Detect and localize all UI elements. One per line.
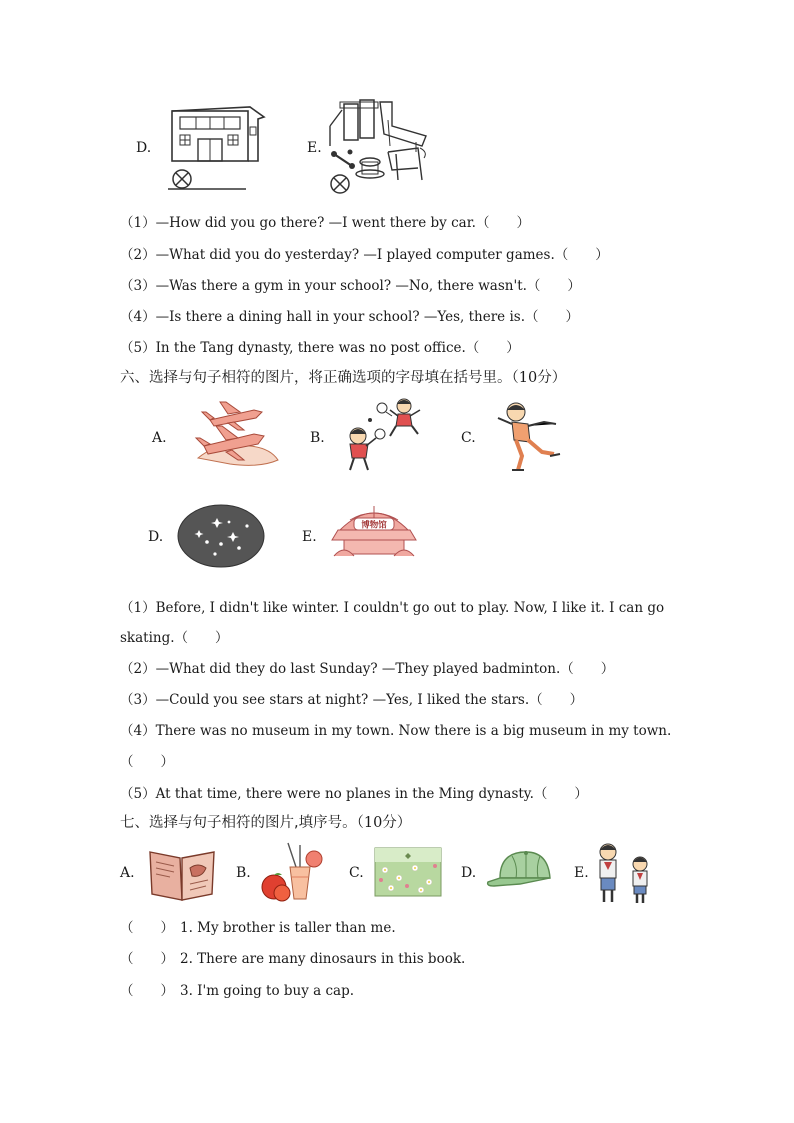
section6-option-b-letter: B. xyxy=(310,430,325,446)
book-icon xyxy=(146,844,218,904)
option-letter-e-top: E. xyxy=(307,140,322,156)
night-sky-stars-icon xyxy=(177,504,265,568)
section6-item-1: （1）Before, I didn't like winter. I couldn't go out to play. Now, I like it. I can go xyxy=(120,600,665,616)
section6-heading: 六、选择与句子相符的图片，将正确选项的字母填在括号里。（10分） xyxy=(120,370,567,386)
cap-icon xyxy=(486,848,556,892)
section7-item-3: （ ） 3. I'm going to buy a cap. xyxy=(120,983,355,999)
section6-item-1-continued: skating.（ ） xyxy=(120,630,229,646)
section7-heading: 七、选择与句子相符的图片,填序号。（10分） xyxy=(120,815,412,831)
two-boys-icon xyxy=(592,840,658,906)
section6-option-a-letter: A. xyxy=(152,430,167,446)
flower-garden-icon xyxy=(375,848,441,896)
section7-option-d-letter: D. xyxy=(461,865,477,881)
museum-building-icon xyxy=(330,500,418,568)
juice-fruit-icon xyxy=(260,841,326,903)
section7-item-1: （ ） 1. My brother is taller than me. xyxy=(120,920,396,936)
section7-option-b-letter: B. xyxy=(236,865,251,881)
badminton-players-icon xyxy=(340,396,424,472)
section7-option-e-letter: E. xyxy=(574,865,589,881)
gym-equipment-icon xyxy=(326,96,432,198)
section5-item-3: （3）—Was there a gym in your school? —No, there wasn't.（ ） xyxy=(120,278,581,294)
section5-item-4: （4）—Is there a dining hall in your school? —Yes, there is.（ ） xyxy=(120,309,579,325)
section6-item-5: （5）At that time, there were no planes in the Ming dynasty.（ ） xyxy=(120,786,588,802)
skating-boy-icon xyxy=(494,398,566,474)
section6-item-4-continued: （ ） xyxy=(120,754,174,770)
section6-option-d-letter: D. xyxy=(148,529,164,545)
museum-sign-text: 博物馆 xyxy=(361,520,387,531)
section7-item-2: （ ） 2. There are many dinosaurs in this book. xyxy=(120,951,466,967)
option-letter-d-top: D. xyxy=(136,140,152,156)
section6-item-4: （4）There was no museum in my town. Now there is a big museum in my town. xyxy=(120,723,672,739)
airplanes-icon xyxy=(190,398,280,472)
post-office-building-icon xyxy=(166,103,268,193)
section6-option-c-letter: C. xyxy=(461,430,476,446)
section6-item-3: （3）—Could you see stars at night? —Yes, I liked the stars.（ ） xyxy=(120,692,584,708)
section5-item-1: （1）—How did you go there? —I went there by car.（ ） xyxy=(120,215,530,231)
section5-item-2: （2）—What did you do yesterday? —I played computer games.（ ） xyxy=(120,247,609,263)
section7-option-c-letter: C. xyxy=(349,865,364,881)
section6-option-e-letter: E. xyxy=(302,529,317,545)
section7-option-a-letter: A. xyxy=(120,865,135,881)
section5-item-5: （5）In the Tang dynasty, there was no post office.（ ） xyxy=(120,340,520,356)
section6-item-2: （2）—What did they do last Sunday? —They played badminton.（ ） xyxy=(120,661,615,677)
